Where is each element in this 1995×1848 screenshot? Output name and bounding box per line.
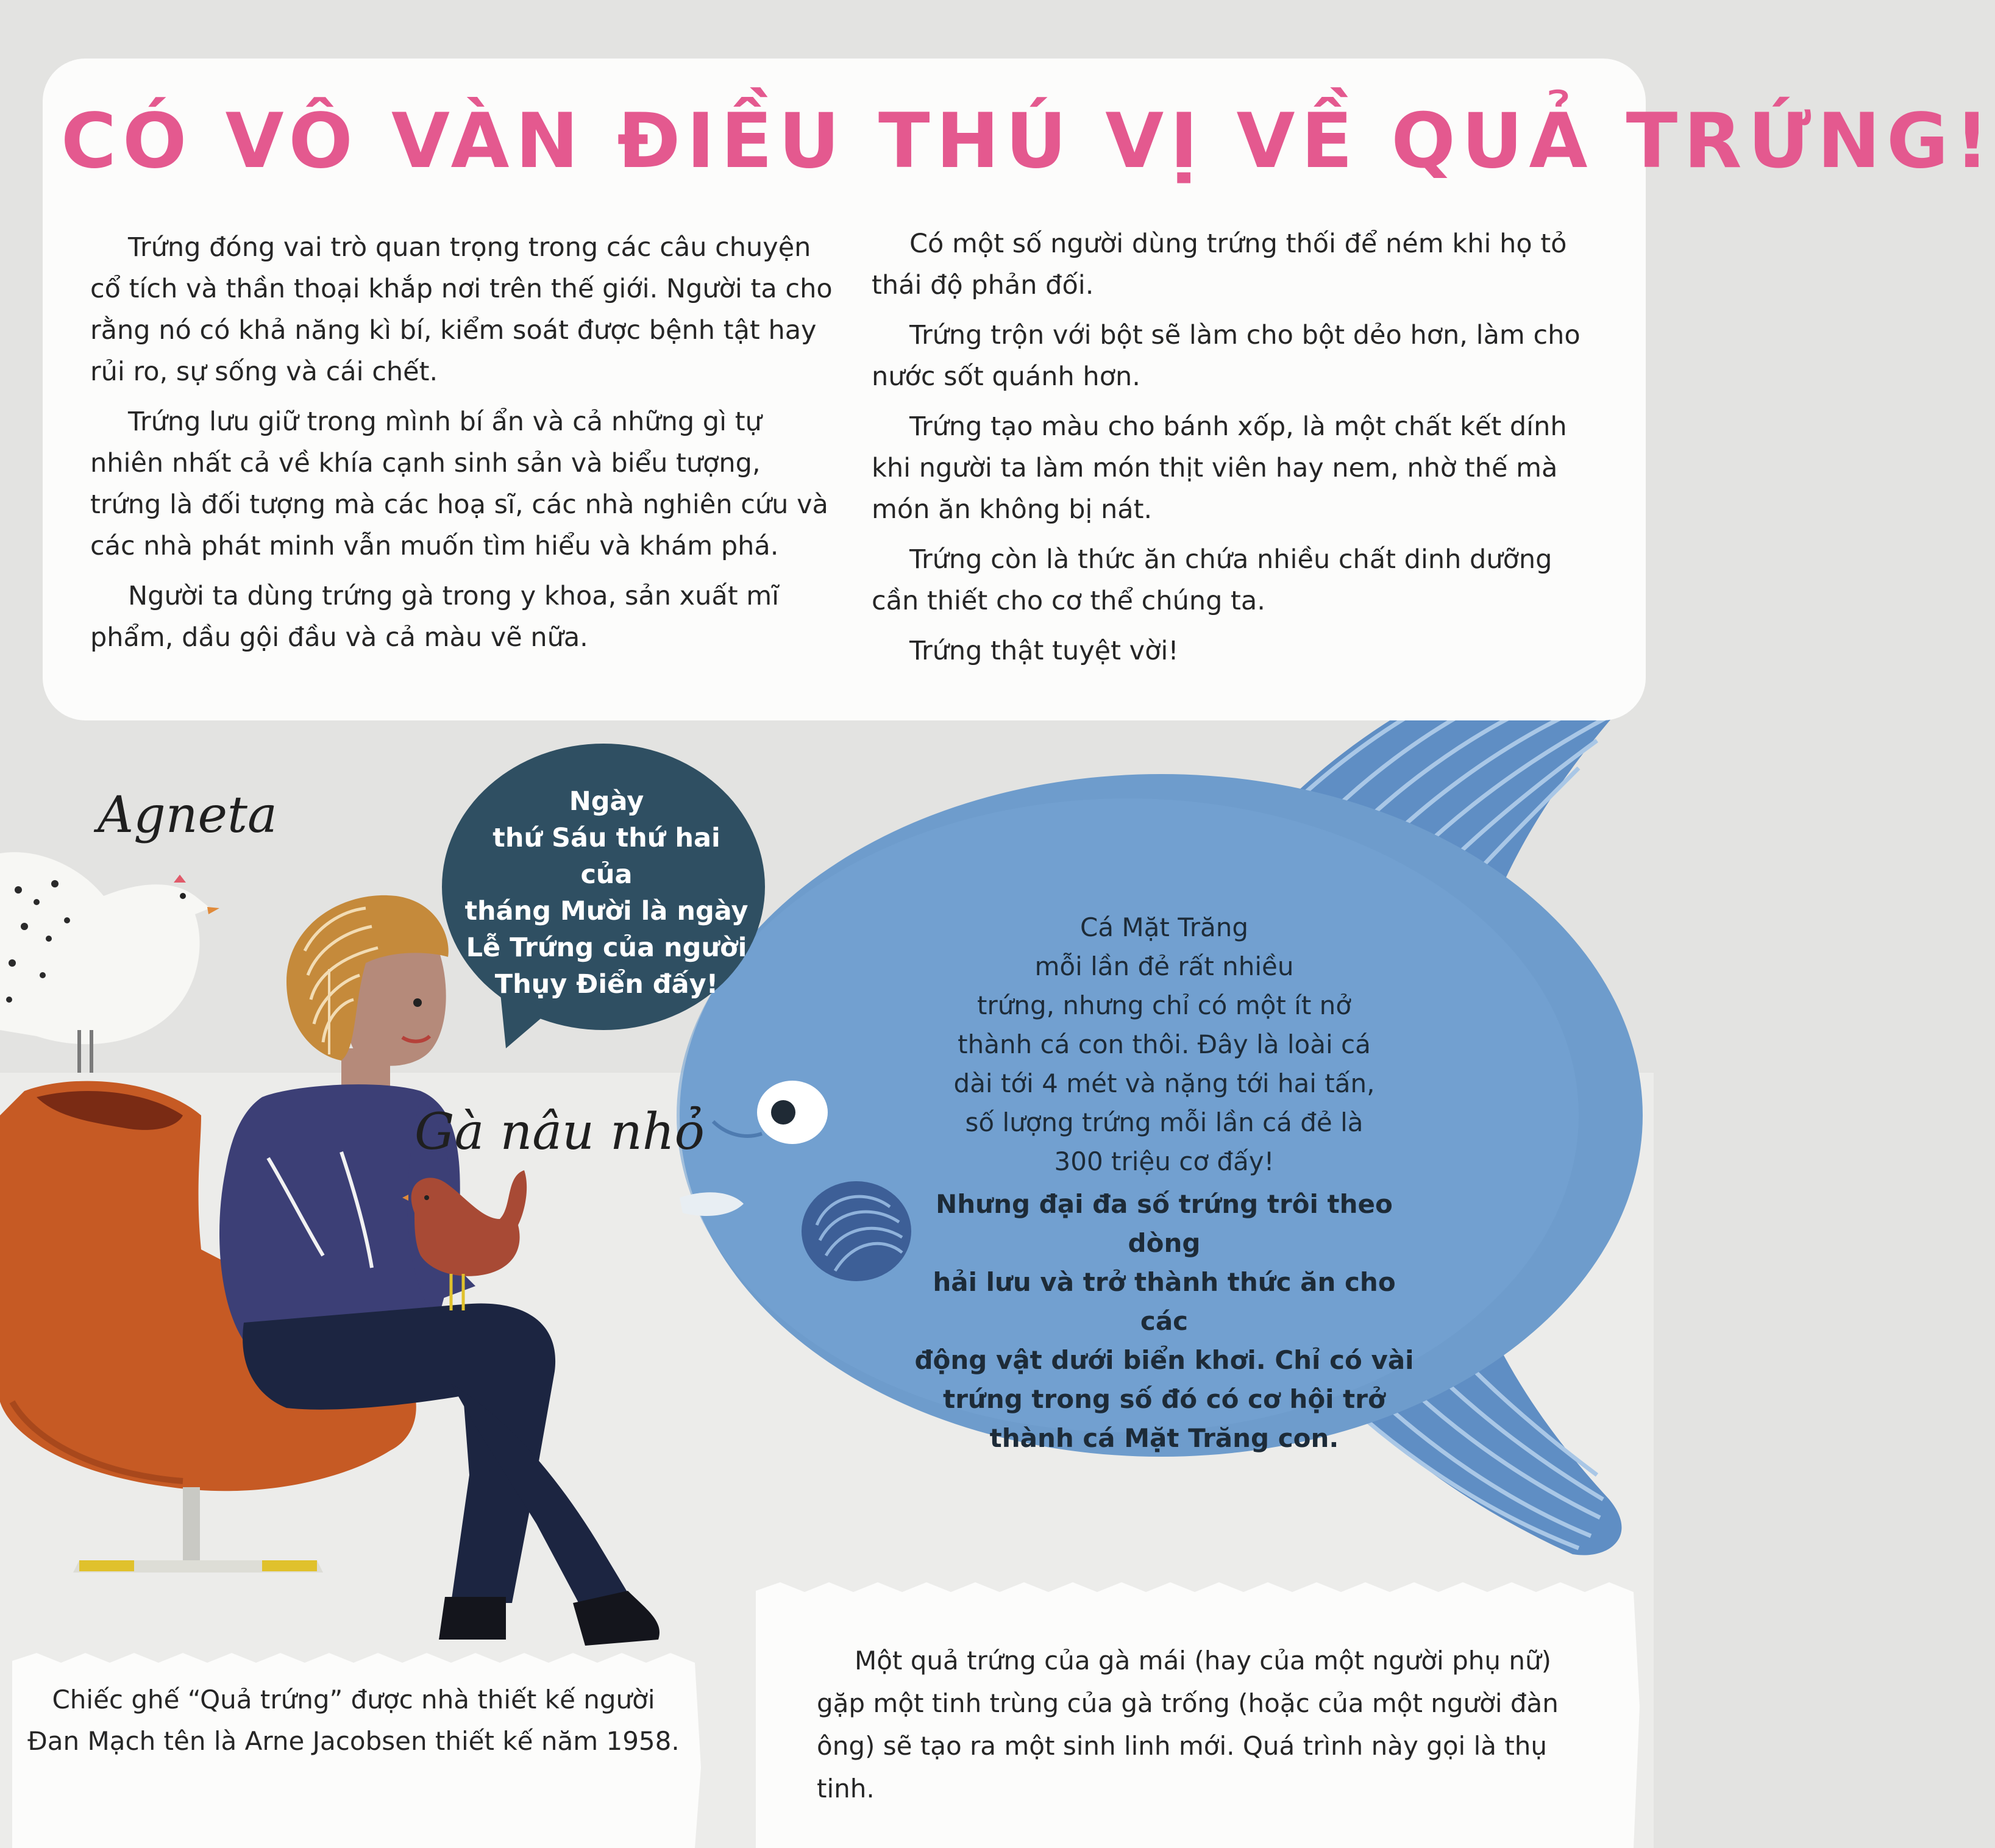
paragraph: Trứng đóng vai trò quan trọng trong các câu chuyện cổ tích và thần thoại khắp nơi trên thế giới. Người ta cho rằng nó có khả năng kì bí, kiểm soát được bệnh tật hay rủi ro, sự sống và cái chết. [90, 232, 833, 387]
caption-line: Chiếc ghế “Quả trứng” được nhà thiết kế người [52, 1685, 655, 1715]
paragraph: Trứng trộn với bột sẽ làm cho bột dẻo hơn, làm cho nước sốt quánh hơn. [872, 320, 1581, 392]
speech-line: Ngày [569, 786, 644, 817]
speech-line: Thụy Điển đấy! [494, 969, 719, 1000]
intro-left-column [90, 227, 834, 667]
paragraph: Trứng lưu giữ trong mình bí ẩn và cả những gì tự nhiên nhất cả về khía cạnh sinh sản và biểu tượng, trứng là đối tượng mà các hoạ sĩ, các nhà nghiên cứu và các nhà phát minh vẫn muốn tìm hiểu và khám phá. [90, 407, 828, 561]
paragraph: Trứng thật tuyệt vời! [909, 636, 1179, 666]
speech-line: Lễ Trứng của người [466, 933, 747, 963]
paragraph: Trứng tạo màu cho bánh xốp, là một chất kết dính khi người ta làm món thịt viên hay nem, nhờ thế mà món ăn không bị nát. [872, 411, 1567, 525]
speech-line: thứ Sáu thứ hai của [493, 823, 720, 890]
intro-right-column [872, 223, 1603, 680]
text-line: động vật dưới biển khơi. Chỉ có vài [914, 1345, 1414, 1375]
agneta-label: Agneta [98, 786, 277, 844]
text-line: mỗi lần đẻ rất nhiều [1034, 951, 1294, 981]
text-line: hải lưu và trở thành thức ăn cho các [933, 1267, 1396, 1336]
sunfish-text [914, 908, 1414, 1462]
paragraph: Trứng còn là thức ăn chứa nhiều chất dinh dưỡng cần thiết cho cơ thể chúng ta. [872, 544, 1552, 616]
text-line: trứng, nhưng chỉ có một ít nở [977, 990, 1351, 1020]
page-title: CÓ VÔ VÀN ĐIỀU THÚ VỊ VỀ QUẢ TRỨNG! [61, 98, 1995, 185]
fertilization-caption [817, 1640, 1603, 1810]
little-brown-hen-label: Gà nâu nhỏ [414, 1103, 705, 1161]
paragraph: Có một số người dùng trứng thối để ném khi họ tỏ thái độ phản đối. [872, 229, 1567, 300]
egg-chair-caption [24, 1679, 683, 1762]
text-line: Nhưng đại đa số trứng trôi theo dòng [936, 1189, 1393, 1258]
text-line: dài tới 4 mét và nặng tới hai tấn, [953, 1068, 1375, 1098]
white-hen-illustration [0, 852, 219, 1073]
paragraph: Người ta dùng trứng gà trong y khoa, sản xuất mĩ phẩm, dầu gội đầu và cả màu vẽ nữa. [90, 581, 780, 653]
paragraph: Một quả trứng của gà mái (hay của một người phụ nữ) gặp một tinh trùng của gà trống (hoặc của một người đàn ông) sẽ tạo ra một sinh linh mới. Quá trình này gọi là thụ tinh. [817, 1646, 1559, 1804]
text-line: trứng trong số đó có cơ hội trở [943, 1384, 1385, 1414]
text-line: Cá Mặt Trăng [1080, 912, 1248, 942]
speech-bubble-text [463, 783, 750, 1003]
text-line: số lượng trứng mỗi lần cá đẻ là [965, 1107, 1364, 1137]
speech-line: tháng Mười là ngày [464, 896, 749, 926]
caption-line: Đan Mạch tên là Arne Jacobsen thiết kế năm 1958. [27, 1726, 680, 1756]
text-line: thành cá Mặt Trăng con. [989, 1423, 1339, 1453]
text-line: 300 triệu cơ đấy! [1054, 1146, 1275, 1176]
text-line: thành cá con thôi. Đây là loài cá [958, 1029, 1371, 1059]
sunfish-paragraph-1 [914, 908, 1414, 1181]
sunfish-paragraph-2 [914, 1185, 1414, 1458]
